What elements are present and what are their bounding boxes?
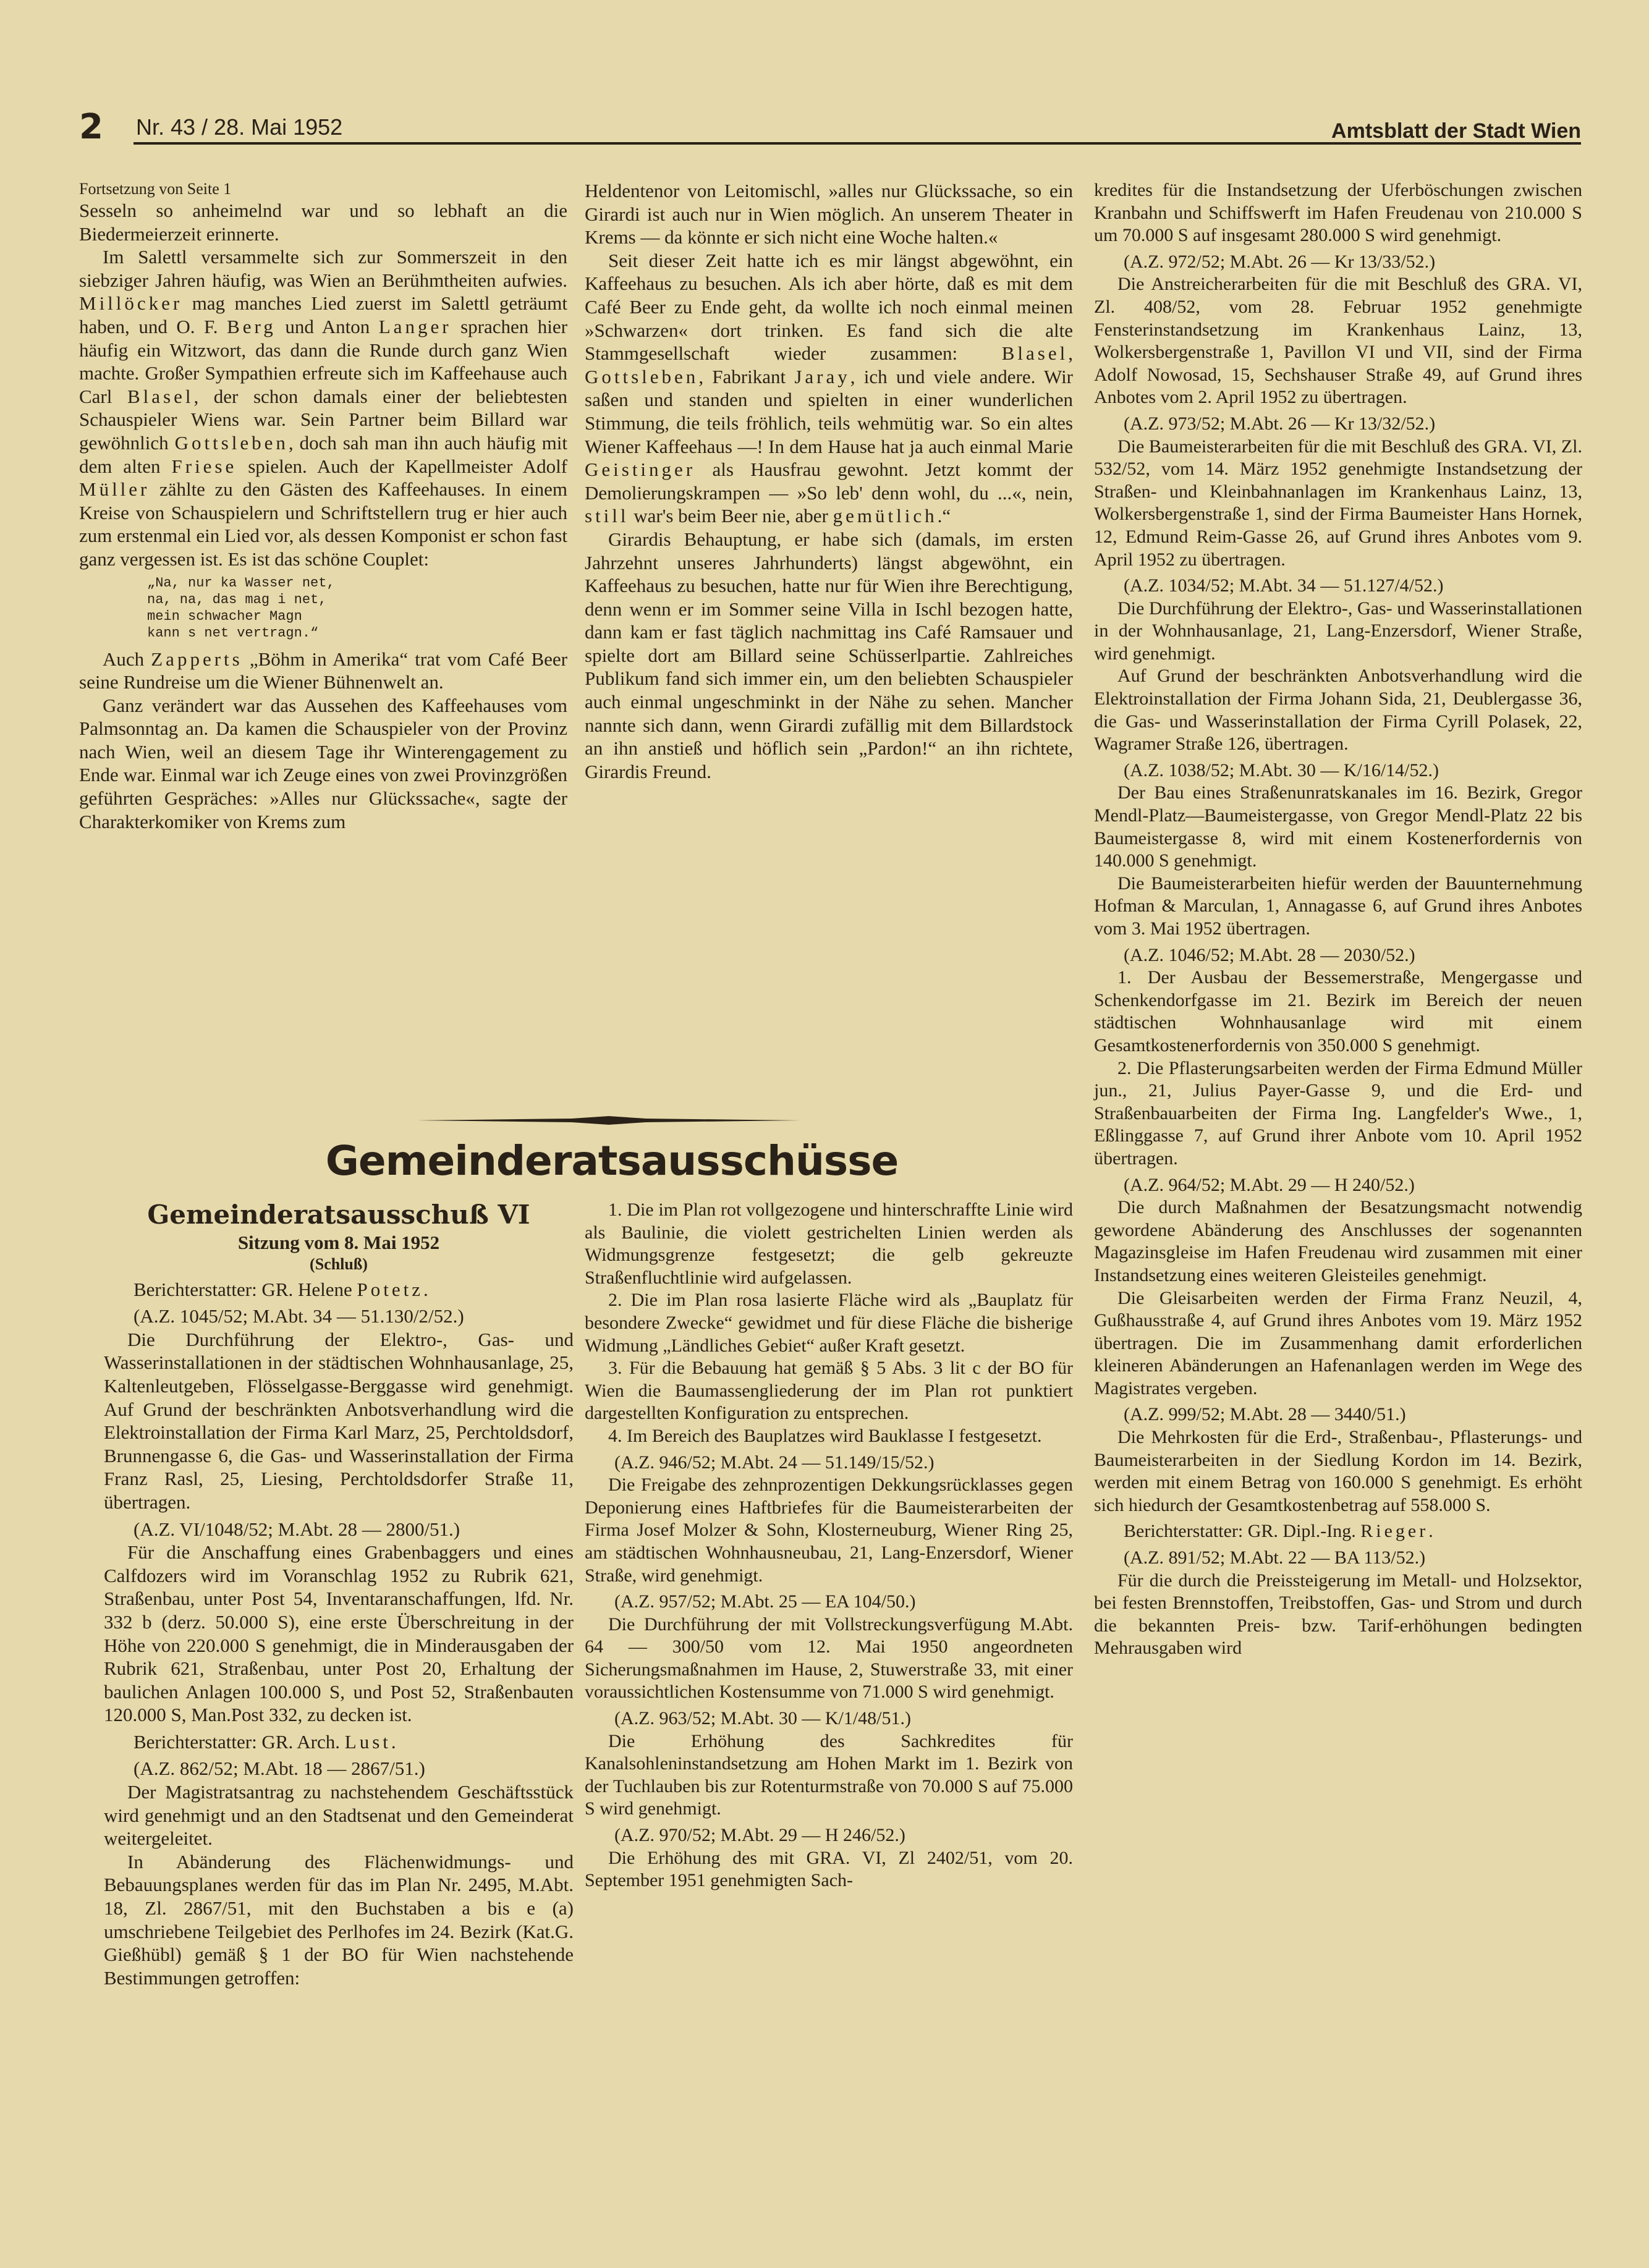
session-date: Sitzung vom 8. Mai 1952 <box>237 1232 440 1253</box>
file-reference: (A.Z. 963/52; M.Abt. 30 — K/1/48/51.) <box>614 1708 911 1729</box>
publication-name: Amtsblatt der Stadt Wien <box>1331 119 1581 143</box>
file-reference: (A.Z. 1038/52; M.Abt. 30 — K/16/14/52.) <box>1124 760 1439 781</box>
paragraph: Die Anstreicherarbeiten für die mit Beschluß des GRA. VI, Zl. 408/52, vom 28. Februar 1952 genehmigte Fensterinstandsetzung im Krankenhaus Lainz, 13, Wolkersbergenstraße 1, Pavillon VI und VII, sind der Firma Adolf Nowosad, 15, Sechshauser Straße 49, auf Grund ihres Anbotes vom 2. April 1952 zu übertragen. <box>1094 274 1582 408</box>
paragraph: kredites für die Instandsetzung der Uferböschungen zwischen Kranbahn und Schiffswerft im Hafen Freudenau von 210.000 S um 70.000 S auf insgesamt 280.000 S wird genehmigt. <box>1094 180 1582 246</box>
paragraph: Die Erhöhung des mit GRA. VI, Zl 2402/51, vom 20. September 1951 genehmigten Sach- <box>585 1847 1073 1891</box>
paragraph: Die Durchführung der Elektro-, Gas- und Wasserinstallationen in der Wohnhausanlage, 21, Lang-Enzersdorf, Wiener Straße, wird genehmigt. <box>1094 598 1582 664</box>
couplet-verse: „Na, nur ka Wasser net, na, na, das mag i net, mein schwacher Magn kann s net vertragn.“ <box>147 575 335 641</box>
article-column-5 <box>585 1199 1073 1892</box>
file-reference: (A.Z. 1034/52; M.Abt. 34 — 51.127/4/52.) <box>1124 575 1444 596</box>
paragraph: 3. Für die Bebauung hat gemäß § 5 Abs. 3 lit c der BO für Wien die Baumassengliederung der im Plan rot punktiert dargestellten Konfiguration zu entsprechen. <box>585 1358 1073 1424</box>
paragraph: Der Bau eines Straßenunratskanales im 16. Bezirk, Gregor Mendl-Platz—Baumeistergasse, von Gregor Mendl-Platz 22 bis Baumeistergasse 8, wird mit einem Kostenerfordernis von 140.000 S genehmigt. <box>1094 782 1582 871</box>
paragraph: Der Magistratsantrag zu nachstehendem Geschäftsstück wird genehmigt und an den Stadtsenat und den Gemeinderat weitergeleitet. <box>104 1781 574 1850</box>
article-column-3 <box>1094 179 1582 1660</box>
paragraph: Seit dieser Zeit hatte ich es mir längst abgewöhnt, ein Kaffeehaus zu besuchen. Als ich aber hörte, daß es mit dem Café Beer zu Ende geht, da wollte ich noch einmal meinen »Schwarzen« dort trinken. Es fand sich die alte Stammgesellschaft wieder zusammen: Blasel, Gottsleben, Fabrikant Jaray, ich und viele andere. Wir saßen und standen und spielten in einer wunderlichen Stimmung, die teils fröhlich, teils wehmütig war. So ein altes Wiener Kaffeehaus —! In dem Hause hat ja auch einmal Marie Geistinger als Hausfrau gewohnt. Jetzt kommt der Demolierungskrampen — »So leb' denn wohl, du ...«, nein, still war's beim Beer nie, aber gemütlich.“ <box>585 249 1073 527</box>
paragraph: In Abänderung des Flächenwidmungs- und Bebauungsplanes werden für das im Plan Nr. 2495, M.Abt. 18, Zl. 2867/51, mit den Buchstaben a bis e (a) umschriebene Teilgebiet des Perlhofes im 24. Bezirk (Kat.G. Gießhübl) gemäß § 1 der BO für Wien nachstehende Bestimmungen getroffen: <box>104 1850 574 1989</box>
reporter-line: Berichterstatter: GR. Dipl.-Ing. Rieger. <box>1124 1521 1433 1542</box>
paragraph: 1. Die im Plan rot vollgezogene und hinterschraffte Linie wird als Baulinie, die violett gestrichelten Linien werden als Widmungsgrenze festgesetzt; die gelb gekreuzte Straßenfluchtlinie wird aufgelassen. <box>585 1200 1073 1288</box>
paragraph: Ganz verändert war das Aussehen des Kaffeehauses vom Palmsonntag an. Da kamen die Schauspieler von der Provinz nach Wien, weil an diesem Tage ihr Winterengagement zu Ende war. Einmal war ich Zeuge eines von zwei Provinzgrößen geführten Gespräches: »Alles nur Glückssache«, sagte der Charakterkomiker von Krems zum <box>79 694 567 832</box>
paragraph: Girardis Behauptung, er habe sich (damals, im ersten Jahrzehnt unseres Jahrhunderts) längst abgewöhnt, ein Kaffeehaus zu besuchen, hatte nur für Wien ihre Berechtigung, denn wenn er im Sommer seine Villa in Ischl bezogen hatte, dann kam er fast täglich nachmittag ins Café Ramsauer und spielte dort am Billard seine Schüsserlpartie. Zahlreiches Publikum fand sich immer ein, um den beliebten Schauspieler auch einmal ungeschminkt in der Nähe zu sehen. Mancher nannte sich dann, wenn Girardi zufällig mit dem Billardstock an ihn anstieß und höflich sein „Pardon!“ an ihn richtete, Girardis Freund. <box>585 528 1073 782</box>
article-column-1 <box>79 179 567 833</box>
file-reference: (A.Z. 946/52; M.Abt. 24 — 51.149/15/52.) <box>614 1452 935 1473</box>
paragraph: Die Durchführung der Elektro-, Gas- und Wasserinstallationen in der städtischen Wohnhausanlage, 25, Kaltenleutgeben, Flösselgasse-Berggasse wird genehmigt. Auf Grund der beschränkten Anbotsverhandlung wird die Elektroinstallation der Firma Karl Marz, 25, Perchtoldsdorf, Brunnengasse 6, die Gas- und Wasserinstallation der Firma Franz Rasl, 25, Liesing, Perchtoldsdorfer Straße 11, übertragen. <box>104 1328 574 1513</box>
paragraph: Die Freigabe des zehnprozentigen Dekkungsrücklasses gegen Deponierung eines Haftbriefes für die Baumeisterarbeiten der Firma Josef Molzer & Sohn, Klosterneuburg, Wiener Ring 25, am städtischen Wohnhausneubau, 21, Lang-Enzersdorf, Wiener Straße, wird genehmigt. <box>585 1475 1073 1586</box>
file-reference: (A.Z. 862/52; M.Abt. 18 — 2867/51.) <box>134 1758 425 1780</box>
paragraph: Die Gleisarbeiten werden der Firma Franz Neuzil, 4, Gußhausstraße 4, auf Grund ihres Anbotes vom 19. März 1952 übertragen. Die im Zusammenhang damit erforderlichen kleineren Abänderungen an Hafenanlagen werden im Wege des Magistrates vergeben. <box>1094 1287 1582 1398</box>
paragraph: Die durch Maßnahmen der Besatzungsmacht notwendig gewordene Abänderung des Anschlusses der sogenannten Magazinsgleise im Hafen Freudenau wird zusammen mit einer Instandsetzung eines weiteren Gleisteiles genehmigt. <box>1094 1197 1582 1285</box>
paragraph: Die Durchführung der mit Vollstreckungsverfügung M.Abt. 64 — 300/50 vom 12. Mai 1950 angeordneten Sicherungsmaßnahmen im Hause, 2, Stuwerstraße 33, mit einer voraussichtlichen Kostensumme von 71.000 S wird genehmigt. <box>585 1614 1073 1703</box>
issue-info: Nr. 43 / 28. Mai 1952 <box>136 114 343 140</box>
paragraph: Auch Zapperts „Böhm in Amerika“ trat vom Café Beer seine Rundreise um die Wiener Bühnenwelt an. <box>79 648 567 693</box>
paragraph: Für die durch die Preissteigerung im Metall- und Holzsektor, bei festen Brennstoffen, Treibstoffen, Gas- und Strom und durch die bekannten Preis- bzw. Tarif-erhöhungen bedingten Mehrausgaben wird <box>1094 1570 1582 1659</box>
page-header <box>79 107 1581 147</box>
file-reference: (A.Z. 999/52; M.Abt. 28 — 3440/51.) <box>1124 1404 1406 1425</box>
header-rule <box>134 142 1581 145</box>
paragraph: Die Mehrkosten für die Erd-, Straßenbau-, Pflasterungs- und Baumeisterarbeiten in der Siedlung Kordon im 14. Bezirk, werden mit einem Betrag von 160.000 S genehmigt. Es erhöht sich hiedurch der Gesamtkostenbetrag auf 558.000 S. <box>1094 1427 1582 1515</box>
committee-heading: Gemeinderatsausschuß VI <box>147 1200 530 1230</box>
paragraph: Heldentenor von Leitomischl, »alles nur Glückssache, so ein Girardi ist auch nur in Wien möglich. An unserem Theater in Krems — da könnte er sich nicht eine Woche halten.« <box>585 180 1073 248</box>
file-reference: (A.Z. 970/52; M.Abt. 29 — H 246/52.) <box>614 1825 905 1846</box>
ornament-rule <box>417 1116 800 1125</box>
reporter-line: Berichterstatter: GR. Helene Potetz. <box>134 1278 428 1300</box>
continuation-note: Fortsetzung von Seite 1 <box>79 180 232 198</box>
article-column-2 <box>585 179 1073 783</box>
file-reference: (A.Z. VI/1048/52; M.Abt. 28 — 2800/51.) <box>134 1518 460 1540</box>
file-reference: (A.Z. 1046/52; M.Abt. 28 — 2030/52.) <box>1124 944 1415 965</box>
paragraph: Die Erhöhung des Sachkredites für Kanalsohleninstandsetzung am Hohen Markt im 1. Bezirk von der Tuchlauben bis zur Rotenturmstraße von 70.000 S auf 75.000 S wird genehmigt. <box>585 1730 1073 1819</box>
section-title: Gemeinderatsausschüsse <box>325 1137 899 1185</box>
page-number: 2 <box>79 107 103 147</box>
paragraph: 4. Im Bereich des Bauplatzes wird Bauklasse I festgesetzt. <box>608 1425 1042 1446</box>
file-reference: (A.Z. 891/52; M.Abt. 22 — BA 113/52.) <box>1124 1547 1426 1568</box>
paragraph: 2. Die Pflasterungsarbeiten werden der Firma Edmund Müller jun., 21, Julius Payer-Gasse 9, und die Erd- und Straßenbauarbeiten der Firma Ing. Langfelder's Wwe., 1, Eßlinggasse 7, auf Grund ihrer Anbote vom 10. April 1952 übertragen. <box>1094 1057 1582 1169</box>
file-reference: (A.Z. 973/52; M.Abt. 26 — Kr 13/32/52.) <box>1124 413 1436 434</box>
paragraph: Die Baumeisterarbeiten für die mit Beschluß des GRA. VI, Zl. 532/52, vom 14. März 1952 genehmigte Instandsetzung der Straßen- und Kleinbahnanlagen im Krankenhaus Lainz, 13, Wolkersbergenstraße 1, sind der Firma Baumeister Hans Hornek, 12, Edmund Reim-Gasse 26, auf Grund ihres Anbotes vom 9. April 1952 zu übertragen. <box>1094 436 1582 570</box>
paragraph: Auf Grund der beschränkten Anbotsverhandlung wird die Elektroinstallation der Firma Johann Sida, 21, Deublergasse 36, die Gas- und Wasserinstallation der Firma Cyrill Polasek, 22, Wagramer Straße 126, übertragen. <box>1094 666 1582 755</box>
reporter-line: Berichterstatter: GR. Arch. Lust. <box>134 1730 396 1753</box>
file-reference: (A.Z. 972/52; M.Abt. 26 — Kr 13/33/52.) <box>1124 251 1436 272</box>
paragraph: Sesseln so anheimelnd war und so lebhaft an die Biedermeierzeit erinnerte. <box>79 200 567 245</box>
paragraph: Die Baumeisterarbeiten hiefür werden der Bauunternehmung Hofman & Marculan, 1, Annagasse 6, auf Grund ihres Anbotes vom 3. Mai 1952 übertragen. <box>1094 873 1582 939</box>
conclusion-note: (Schluß) <box>310 1255 368 1273</box>
paragraph: Für die Anschaffung eines Grabenbaggers und eines Calfdozers wird im Voranschlag 1952 zu Rubrik 621, Straßenbau, unter Post 54, Inventaranschaffungen, lfd. Nr. 332 b (derz. 50.000 S), eine erste Überschreitung in der Höhe von 220.000 S genehmigt, die in Minderausgaben der Rubrik 621, Straßenbau, unter Post 20, Erhaltung der baulichen Anlagen 100.000 S, und Post 52, Straßenbauten 120.000 S, Man.Post 332, zu decken ist. <box>104 1541 574 1726</box>
paragraph: 2. Die im Plan rosa lasierte Fläche wird als „Bauplatz für besondere Zwecke“ gewidmet und für diese Fläche die bisherige Widmung „Ländliches Gebiet“ außer Kraft gesetzt. <box>585 1290 1073 1356</box>
paragraph: 1. Der Ausbau der Bessemerstraße, Mengergasse und Schenkendorfgasse im 21. Bezirk im Bereich der neuen städtischen Wohnhausanlage wird mit einem Gesamtkostenerfordernis von 350.000 S genehmigt. <box>1094 967 1582 1056</box>
file-reference: (A.Z. 964/52; M.Abt. 29 — H 240/52.) <box>1124 1174 1415 1195</box>
file-reference: (A.Z. 1045/52; M.Abt. 34 — 51.130/2/52.) <box>134 1305 464 1327</box>
file-reference: (A.Z. 957/52; M.Abt. 25 — EA 104/50.) <box>614 1591 916 1612</box>
paragraph: Im Salettl versammelte sich zur Sommerszeit in den siebziger Jahren häufig, was Wien an Berühmtheiten aufwies. Millöcker mag manches Lied zuerst im Salettl geträumt haben, und O. F. Berg und Anton Langer sprachen hier häufig ein Witzwort, das dann die Runde durch ganz Wien machte. Großer Sympathien erfreute sich im Kaffeehause auch Carl Blasel, der schon damals einer der beliebtesten Schauspieler Wiens war. Sein Partner beim Billard war gewöhnlich Gottsleben, doch sah man ihn auch häufig mit dem alten Friese spielen. Auch der Kapellmeister Adolf Müller zählte zu den Gästen des Kaffeehauses. In einem Kreise von Schauspielern und Schriftstellern trug er hier auch zum erstenmal ein Lied vor, als dessen Komponist er schon fast ganz vergessen ist. Es ist das schöne Couplet: <box>79 246 568 570</box>
article-column-4 <box>104 1199 574 1989</box>
